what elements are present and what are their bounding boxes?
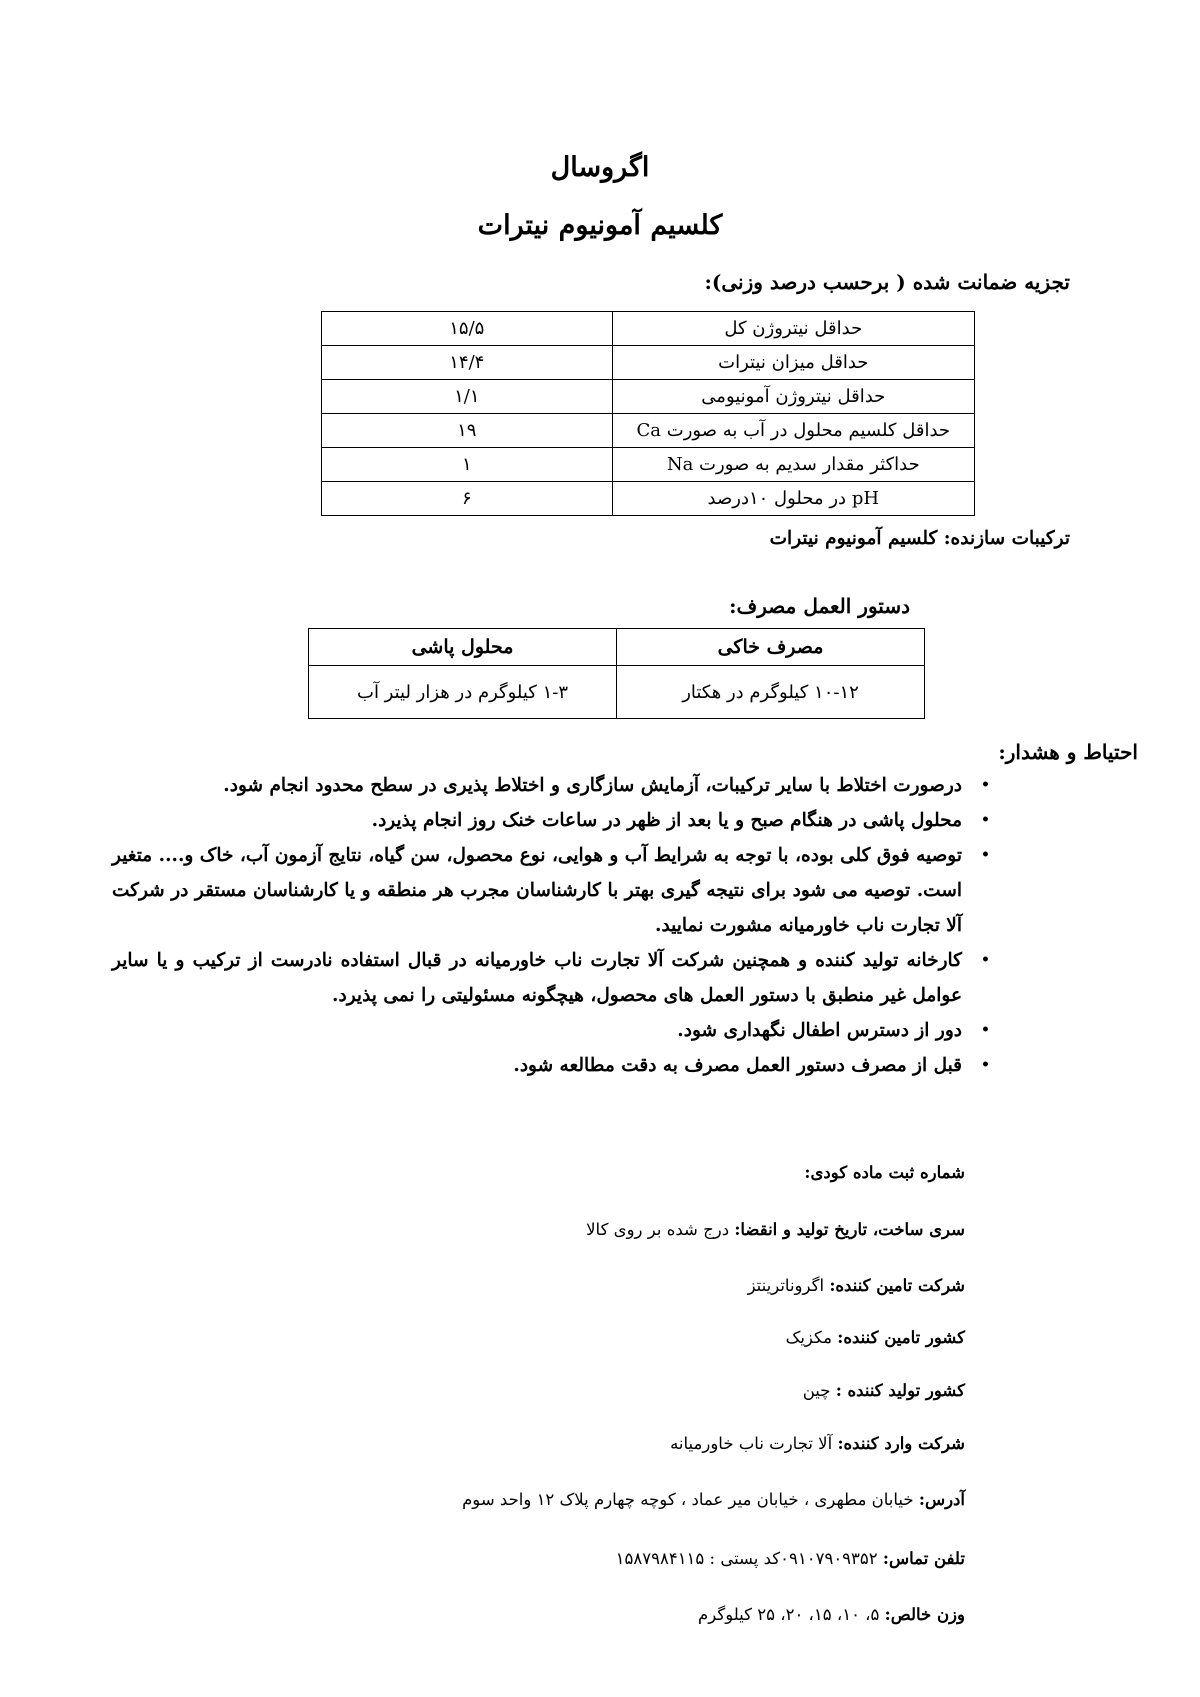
analysis-label: حداقل نیتروژن آمونیومی	[612, 380, 974, 414]
info-value: آلا تجارت ناب خاورمیانه	[670, 1434, 833, 1453]
bullet-icon: •	[981, 812, 990, 828]
warning-text: کارخانه تولید کننده و همچنین شرکت آلا تجارت ناب خاورمیانه در قبال استفاده نادرست از ترکیب و یا سایر عوامل غیر منطبق با دستور العمل های محصول، هیچگونه مسئولیتی را نمی پذیرد.	[112, 950, 962, 1006]
analysis-row	[322, 414, 975, 448]
bullet-icon: •	[981, 847, 990, 863]
warning-item	[112, 1048, 990, 1083]
usage-header-spray: محلول پاشی	[309, 629, 617, 666]
info-key: وزن خالص:	[884, 1605, 965, 1624]
warning-text: محلول پاشی در هنگام صبح و یا بعد از ظهر در ساعات خنک روز انجام پذیرد.	[371, 810, 962, 831]
info-key: سری ساخت، تاریخ تولید و انقضا:	[734, 1220, 965, 1239]
usage-header-soil: مصرف خاکی	[617, 629, 925, 666]
analysis-label: حداقل میزان نیترات	[612, 346, 974, 380]
info-line	[804, 1163, 965, 1182]
warning-item	[112, 838, 990, 943]
analysis-value: ۱/۱	[322, 380, 613, 414]
analysis-heading: تجزیه ضمانت شده ( برحسب درصد وزنی):	[704, 270, 1070, 294]
analysis-row	[322, 482, 975, 516]
brand-title: اگروسال	[550, 152, 650, 183]
info-key: کشور تامین کننده:	[837, 1328, 965, 1347]
info-line	[803, 1381, 965, 1400]
usage-table	[308, 628, 925, 719]
analysis-label: حداکثر مقدار سدیم به صورت Na	[612, 448, 974, 482]
warning-text: توصیه فوق کلی بوده، با توجه به شرایط آب و هوایی، نوع محصول، سن گیاه، نتایج آزمون آب، خاک و.... متغیر است. توصیه می شود برای نتیجه گیری بهتر با کارشناسان مجرب هر منطقه و یا کارشناسان مستقر در شرکت آلا تجارت ناب خاورمیانه مشورت نمایید.	[112, 845, 962, 936]
warning-item	[112, 803, 990, 838]
info-key: کشور تولید کننده :	[835, 1381, 965, 1400]
analysis-value: ۶	[322, 482, 613, 516]
info-value: ۰۹۱۰۷۹۰۹۳۵۲کد پستی : ۱۵۸۷۹۸۴۱۱۵	[615, 1549, 878, 1568]
analysis-value: ۱	[322, 448, 613, 482]
info-line	[786, 1328, 965, 1347]
analysis-row	[322, 312, 975, 346]
analysis-value: ۱۴/۴	[322, 346, 613, 380]
info-line	[586, 1220, 965, 1239]
warning-item	[112, 943, 990, 1013]
info-line	[748, 1276, 965, 1295]
info-line	[670, 1434, 965, 1453]
analysis-value: ۱۵/۵	[322, 312, 613, 346]
info-line	[698, 1605, 965, 1624]
ingredients-line: ترکیبات سازنده: کلسیم آمونیوم نیترات	[769, 528, 1070, 549]
warning-item	[112, 768, 990, 803]
analysis-label: حداقل نیتروژن کل	[612, 312, 974, 346]
info-value: مکزیک	[785, 1328, 832, 1347]
analysis-value: ۱۹	[322, 414, 613, 448]
info-value: درج شده بر روی کالا	[586, 1220, 730, 1239]
info-value: ۵، ۱۰، ۱۵، ۲۰، ۲۵ کیلوگرم	[698, 1605, 880, 1624]
bullet-icon: •	[981, 1022, 990, 1038]
analysis-table	[321, 311, 975, 516]
info-value: اگروناترینتز	[747, 1276, 825, 1295]
info-line	[616, 1549, 965, 1568]
product-title: کلسیم آمونیوم نیترات	[477, 210, 723, 241]
warnings-heading: احتیاط و هشدار:	[998, 740, 1138, 764]
warning-text: دور از دسترس اطفال نگهداری شود.	[677, 1020, 962, 1041]
warning-text: قبل از مصرف دستور العمل مصرف به دقت مطالعه شود.	[513, 1055, 962, 1076]
usage-value-soil: ۱۰-۱۲ کیلوگرم در هکتار	[617, 666, 925, 719]
info-key: شرکت تامین کننده:	[829, 1276, 965, 1295]
bullet-icon: •	[981, 777, 990, 793]
info-key: تلفن تماس:	[882, 1549, 965, 1568]
warning-text: درصورت اختلاط با سایر ترکیبات، آزمایش سازگاری و اختلاط پذیری در سطح محدود انجام شود.	[223, 775, 962, 796]
info-key: شماره ثبت ماده کودی:	[804, 1163, 965, 1182]
info-value: چین	[802, 1381, 831, 1400]
info-key: شرکت وارد کننده:	[837, 1434, 965, 1453]
analysis-row	[322, 346, 975, 380]
info-line	[462, 1490, 965, 1509]
bullet-icon: •	[981, 1057, 990, 1073]
bullet-icon: •	[981, 952, 990, 968]
analysis-label: pH در محلول ۱۰درصد	[612, 482, 974, 516]
info-value: خیابان مطهری ، خیابان میر عماد ، کوچه چهارم پلاک ۱۲ واحد سوم	[462, 1490, 914, 1509]
analysis-row	[322, 380, 975, 414]
warning-item	[112, 1013, 990, 1048]
analysis-label: حداقل کلسیم محلول در آب به صورت Ca	[612, 414, 974, 448]
analysis-row	[322, 448, 975, 482]
usage-value-spray: ۱-۳ کیلوگرم در هزار لیتر آب	[309, 666, 617, 719]
usage-heading: دستور العمل مصرف:	[729, 594, 910, 618]
info-key: آدرس:	[918, 1490, 965, 1509]
